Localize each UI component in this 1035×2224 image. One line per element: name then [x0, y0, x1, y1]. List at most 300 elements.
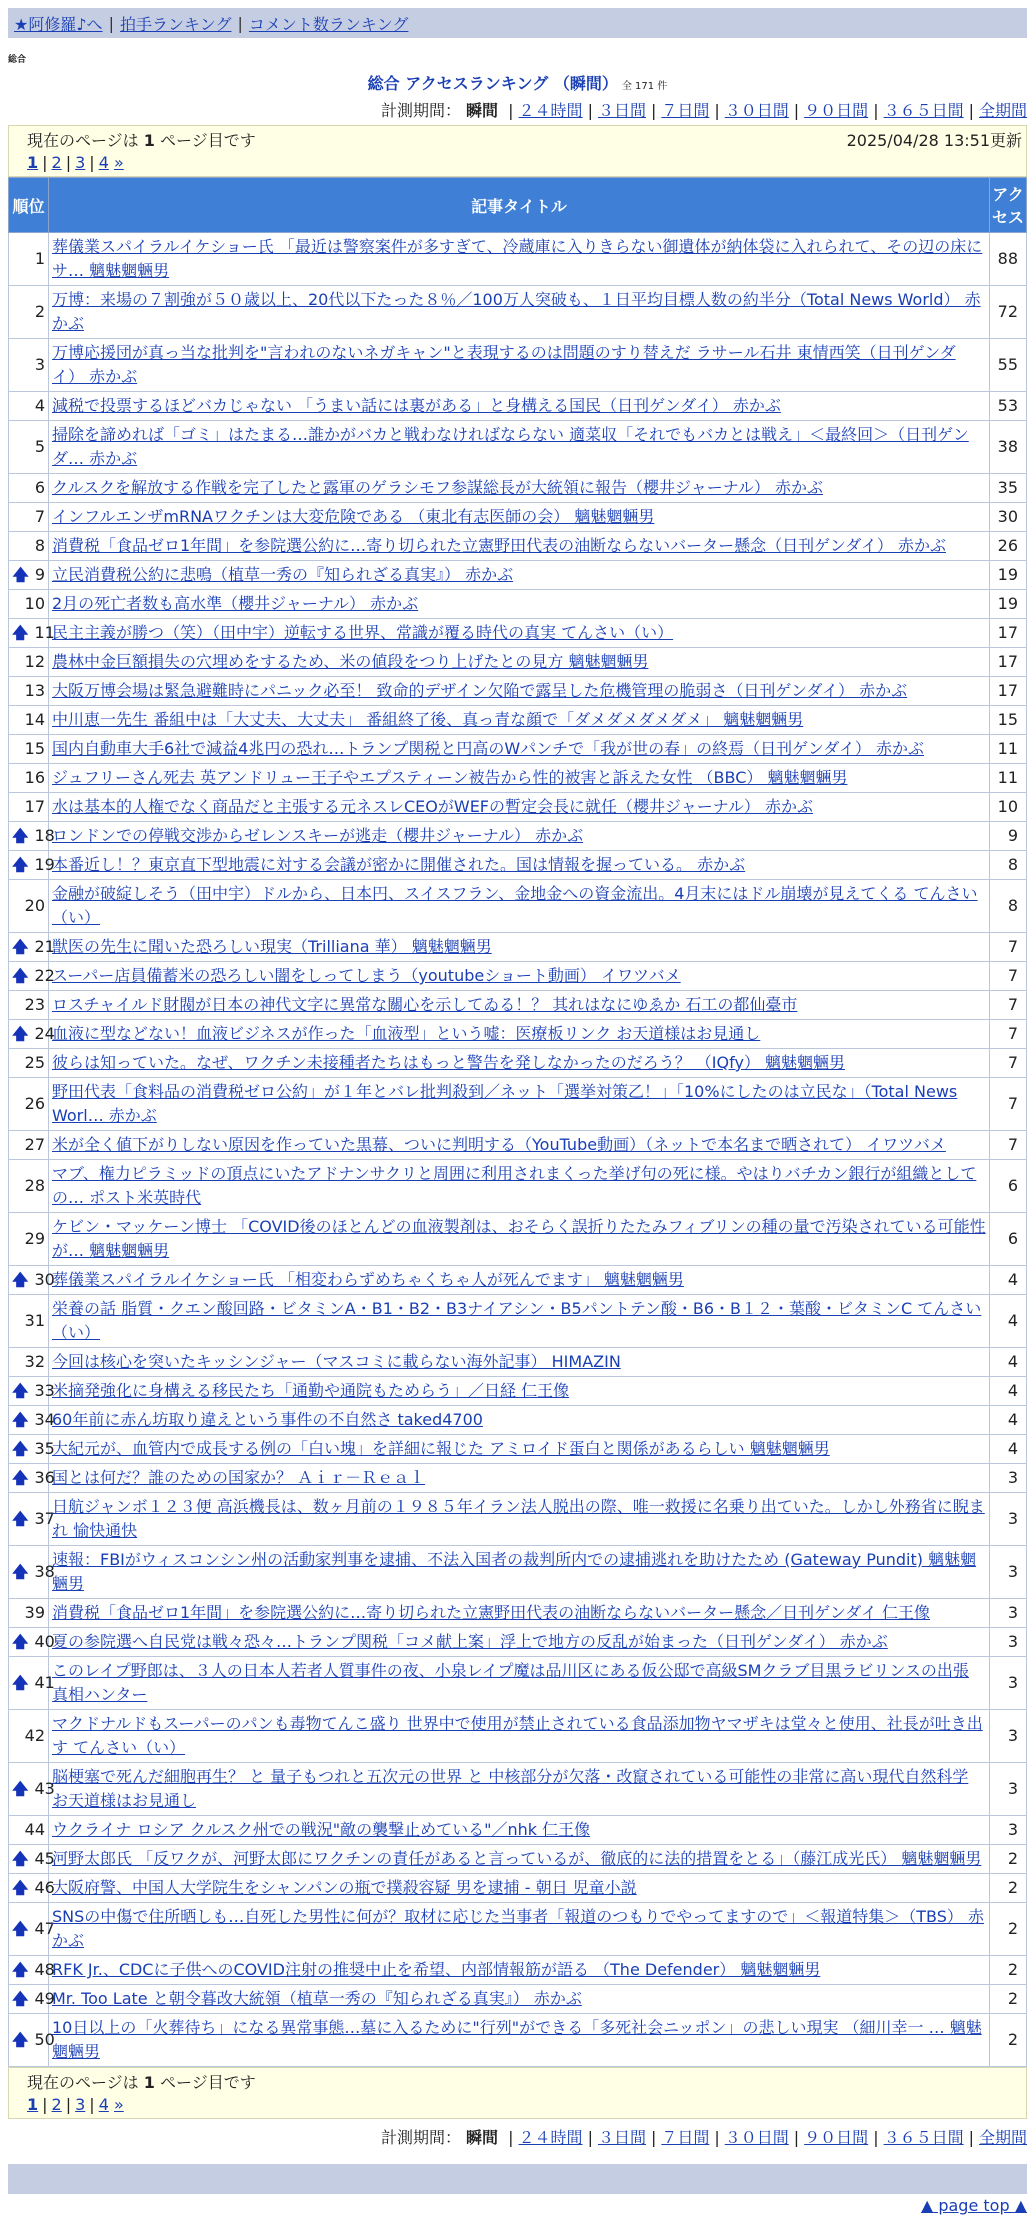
- rank-number: 50: [34, 2030, 55, 2049]
- article-link[interactable]: 水は基本的人権でなく商品だと主張する元ネスレCEOがWEFの暫定会長に就任（櫻井ジャーナル） 赤かぶ: [52, 797, 813, 816]
- page-link[interactable]: 3: [75, 2095, 86, 2114]
- rank-number: 14: [24, 710, 45, 729]
- title-cell: [49, 1348, 990, 1377]
- separator: |: [650, 101, 657, 120]
- separator: |: [237, 13, 243, 33]
- article-link[interactable]: 葬儀業スパイラルイケショー氏 「相変わらずめちゃくちゃ人が死んでます」 魑魅魍魎男: [52, 1270, 684, 1289]
- rank-number: 7: [34, 507, 45, 526]
- title-cell: [49, 706, 990, 735]
- article-link[interactable]: 消費税「食品ゼロ1年間」を参院選公約に…寄り切られた立憲野田代表の油断ならないバーター懸念（日刊ゲンダイ） 赤かぶ: [52, 536, 946, 555]
- title-cell: [49, 1020, 990, 1049]
- ranking-table: [8, 177, 1027, 2067]
- article-link[interactable]: 減税で投票するほどバカじゃない 「うまい話には裏がある」と身構える国民（日刊ゲンダイ） 赤かぶ: [52, 396, 781, 415]
- title-cell: [49, 1406, 990, 1435]
- article-link[interactable]: マブ、権力ピラミッドの頂点にいたアドナンサクリと周囲に利用されまくった挙げ句の死に様。やはりバチカン銀行が組織としての… ポスト米英時代: [52, 1164, 977, 1207]
- rank-number: 42: [24, 1726, 45, 1745]
- rank-number: 44: [24, 1820, 45, 1839]
- table-row: [9, 648, 1027, 677]
- rank-cell: [9, 1874, 55, 1903]
- table-row: [9, 1710, 1027, 1763]
- page-link[interactable]: 1: [27, 153, 39, 172]
- access-count: 4: [990, 1266, 1027, 1295]
- article-link[interactable]: 掃除を諦めれば「ゴミ」はたまる…誰かがバカと戦わなければならない 適菜収「それでもバカとは戦え」＜最終回＞（日刊ゲンダ… 赤かぶ: [52, 425, 969, 468]
- table-row: [9, 590, 1027, 619]
- page-title: [0, 71, 1035, 94]
- title-cell: [49, 764, 990, 793]
- access-count: 7: [990, 962, 1027, 991]
- title-cell: [49, 590, 990, 619]
- article-link[interactable]: 2月の死亡者数も高水準（櫻井ジャーナル） 赤かぶ: [52, 594, 419, 613]
- table-row: [9, 1213, 1027, 1266]
- table-row: [9, 619, 1027, 648]
- rank-number: 4: [34, 396, 45, 415]
- access-count: 26: [990, 532, 1027, 561]
- access-count: 6: [990, 1160, 1027, 1213]
- separator: |: [968, 2128, 974, 2147]
- access-count: 7: [990, 1131, 1027, 1160]
- access-count: 4: [990, 1406, 1027, 1435]
- period-label: 計測期間：: [380, 2128, 461, 2147]
- table-row: [9, 1763, 1027, 1816]
- period-link[interactable]: ３６５日間: [883, 2128, 964, 2147]
- category-label: 総合: [8, 55, 27, 65]
- table-row: [9, 1903, 1027, 1956]
- table-row: [9, 532, 1027, 561]
- access-count: 6: [990, 1213, 1027, 1266]
- article-link[interactable]: ウクライナ ロシア クルスク州での戦況"敵の襲撃止めている"／nhk 仁王像: [52, 1820, 591, 1839]
- page-link[interactable]: 2: [51, 2095, 62, 2114]
- article-link[interactable]: 米摘発強化に身構える移民たち「通勤や通院もためらう」／日経 仁王像: [52, 1381, 570, 1400]
- page-top-area: [8, 2196, 1027, 2215]
- rank-cell: [9, 880, 49, 933]
- rank-number: 2: [34, 302, 45, 321]
- rank-cell: [9, 339, 49, 392]
- title-cell: [49, 1845, 990, 1874]
- article-link[interactable]: このレイプ野郎は、３人の日本人若者人質事件の夜、小泉レイプ魔は品川区にある仮公邸で高級SMクラブ目黒ラビリンスの出張 真相ハンター: [52, 1661, 969, 1704]
- up-arrow-icon: 🡅: [12, 1439, 29, 1458]
- separator: |: [587, 101, 593, 120]
- access-count: 7: [990, 933, 1027, 962]
- article-link[interactable]: 獣医の先生に聞いた恐ろしい現実（Trilliana 華） 魑魅魍魎男: [52, 937, 492, 956]
- rank-number: 12: [24, 652, 45, 671]
- access-count: 17: [990, 648, 1027, 677]
- article-link[interactable]: 河野太郎氏 「反ワクが、河野太郎にワクチンの責任があると言っているが、徹底的に法的措置をとる」（藤江成光氏） 魑魅魍魎男: [52, 1849, 982, 1868]
- rank-number: 19: [34, 855, 55, 874]
- period-link[interactable]: ３日間: [597, 101, 646, 120]
- separator: |: [89, 153, 95, 172]
- rank-cell: [9, 1546, 55, 1599]
- access-count: 2: [990, 1845, 1027, 1874]
- rank-number: 33: [34, 1381, 55, 1400]
- up-arrow-icon: 🡅: [12, 966, 29, 985]
- separator: |: [65, 153, 72, 172]
- rank-cell: [9, 1020, 55, 1049]
- period-link[interactable]: ７日間: [661, 2128, 710, 2147]
- table-row: [9, 764, 1027, 793]
- access-count: 19: [990, 590, 1027, 619]
- article-link[interactable]: 立民消費税公約に悲鳴（植草一秀の『知られざる真実』） 赤かぶ: [52, 565, 514, 584]
- rank-cell: [9, 933, 55, 962]
- access-count: 3: [990, 1816, 1027, 1845]
- period-link[interactable]: ２４時間: [518, 101, 583, 120]
- page-link[interactable]: 4: [98, 153, 109, 172]
- title-cell: [49, 1131, 990, 1160]
- access-count: 8: [990, 880, 1027, 933]
- rank-cell: [9, 2014, 55, 2067]
- page-top-link[interactable]: ▲ page top ▲: [920, 2196, 1027, 2215]
- table-row: [9, 1377, 1027, 1406]
- access-count: 30: [990, 503, 1027, 532]
- title-cell: [49, 1657, 990, 1710]
- up-arrow-icon: 🡅: [12, 1960, 29, 1979]
- title-cell: [49, 677, 990, 706]
- title-cell: [49, 1213, 990, 1266]
- table-row: [9, 561, 1027, 590]
- article-link[interactable]: 葬儀業スパイラルイケショー氏 「最近は警察案件が多すぎて、冷蔵庫に入りきらない御遺体が納体袋に入れられて、その辺の床にサ… 魑魅魍魎男: [52, 237, 983, 280]
- rank-cell: [9, 1213, 49, 1266]
- comment-ranking-link[interactable]: コメント数ランキング: [248, 14, 409, 34]
- col-rank-header: 順位: [9, 178, 49, 233]
- rank-cell: [9, 1406, 55, 1435]
- up-arrow-icon: 🡅: [12, 1562, 29, 1581]
- home-link[interactable]: ★阿修羅♪へ: [14, 14, 103, 34]
- rank-cell: [9, 1266, 55, 1295]
- title-cell: [49, 1816, 990, 1845]
- access-count: 17: [990, 677, 1027, 706]
- article-link[interactable]: 大紀元が、血管内で成長する例の「白い塊」を詳細に報じた アミロイド蛋白と関係があるらしい 魑魅魍魎男: [52, 1439, 830, 1458]
- rank-cell: [9, 233, 49, 286]
- table-row: [9, 1131, 1027, 1160]
- rank-cell: [9, 1377, 55, 1406]
- article-link[interactable]: 消費税「食品ゼロ1年間」を参院選公約に…寄り切られた立憲野田代表の油断ならないバーター懸念／日刊ゲンダイ 仁王像: [52, 1603, 930, 1622]
- table-row: [9, 233, 1027, 286]
- rank-cell: [9, 1903, 55, 1956]
- article-link[interactable]: 万博応援団が真っ当な批判を"言われのないネガキャン"と表現するのは問題のすり替えだ ラサール石井 東情西笑（日刊ゲンダイ） 赤かぶ: [52, 343, 956, 386]
- rank-cell: [9, 392, 49, 421]
- rank-cell: [9, 706, 49, 735]
- rank-cell: [9, 1763, 55, 1816]
- rank-cell: [9, 1160, 49, 1213]
- separator: |: [968, 101, 974, 120]
- rank-number: 41: [34, 1673, 55, 1692]
- title-cell: [49, 991, 990, 1020]
- rank-number: 9: [34, 565, 45, 584]
- period-link[interactable]: 全期間: [978, 2128, 1027, 2147]
- access-count: 10: [990, 793, 1027, 822]
- rank-number: 24: [34, 1024, 55, 1043]
- up-arrow-icon: 🡅: [12, 1779, 29, 1798]
- period-selector-bottom: [8, 2125, 1027, 2148]
- rank-cell: [9, 1049, 49, 1078]
- rank-number: 47: [34, 1919, 55, 1938]
- article-link[interactable]: 大阪万博会場は緊急避難時にパニック必至！ 致命的デザイン欠陥で露呈した危機管理の脆弱さ（日刊ゲンダイ） 赤かぶ: [52, 681, 908, 700]
- page-status-prefix: 現在のページは: [27, 131, 144, 150]
- rank-number: 10: [24, 594, 45, 613]
- rank-number: 23: [24, 995, 45, 1014]
- period-link[interactable]: ２４時間: [518, 2128, 583, 2147]
- period-link[interactable]: ３日間: [597, 2128, 646, 2147]
- rank-cell: [9, 619, 55, 648]
- rank-cell: [9, 1845, 55, 1874]
- title-cell: [49, 648, 990, 677]
- article-link[interactable]: Mr. Too Late と朝令暮改大統領（植草一秀の『知られざる真実』） 赤かぶ: [52, 1989, 582, 2008]
- title-cell: [49, 474, 990, 503]
- article-link[interactable]: 大阪府警、中国人大学院生をシャンパンの瓶で撲殺容疑 男を逮捕 - 朝日 児童小説: [52, 1878, 637, 1897]
- table-header-row: [9, 178, 1027, 233]
- rank-cell: [9, 561, 49, 590]
- rank-number: 39: [24, 1603, 45, 1622]
- separator: |: [65, 2095, 72, 2114]
- up-arrow-icon: 🡅: [12, 826, 29, 845]
- article-link[interactable]: 国内自動車大手6社で減益4兆円の恐れ…トランプ関税と円高のWパンチで「我が世の春」の終焉（日刊ゲンダイ） 赤かぶ: [52, 739, 924, 758]
- title-cell: [49, 1710, 990, 1763]
- up-arrow-icon: 🡅: [12, 1024, 29, 1043]
- up-arrow-icon: 🡅: [12, 1468, 29, 1487]
- article-link[interactable]: 速報：FBIがウィスコンシン州の活動家判事を逮捕、不法入国者の裁判所内での逮捕逃れを助けたため (Gateway Pundit) 魑魅魍魎男: [52, 1550, 977, 1593]
- separator: |: [508, 2128, 514, 2147]
- access-count: 53: [990, 392, 1027, 421]
- rank-cell: [9, 735, 49, 764]
- separator: |: [42, 2095, 48, 2114]
- title-cell: [49, 962, 990, 991]
- rank-number: 36: [34, 1468, 55, 1487]
- article-link[interactable]: 米が全く値下がりしない原因を作っていた黒幕、ついに判明する（YouTube動画）（ネットで本名まで晒されて） イワツバメ: [52, 1135, 946, 1154]
- article-link[interactable]: インフルエンザmRNAワクチンは大変危険である （東北有志医師の会） 魑魅魍魎男: [52, 507, 655, 526]
- article-link[interactable]: 栄養の話 脂質・クエン酸回路・ビタミンA・B1・B2・B3ナイアシン・B5パントテン酸・B6・B１２・葉酸・ビタミンC てんさい（い）: [52, 1299, 982, 1342]
- table-row: [9, 822, 1027, 851]
- table-row: [9, 1985, 1027, 2014]
- rank-number: 27: [24, 1135, 45, 1154]
- title-cell: [49, 851, 990, 880]
- page-status-prefix: 現在のページは: [27, 2073, 144, 2092]
- article-link[interactable]: RFK Jr.、CDCに子供へのCOVID注射の推奨中止を希望、内部情報筋が語る （The Defender） 魑魅魍魎男: [52, 1960, 821, 1979]
- title-cell: [49, 2014, 990, 2067]
- rank-cell: [9, 474, 49, 503]
- article-link[interactable]: 民主主義が勝つ（笑）（田中宇）逆転する世界、常識が覆る時代の真実 てんさい（い）: [52, 623, 674, 642]
- access-count: 3: [990, 1628, 1027, 1657]
- article-link[interactable]: 本番近し！？東京直下型地震に対する会議が密かに開催された。国は情報を握っている。 赤かぶ: [52, 855, 746, 874]
- page-link[interactable]: 3: [75, 153, 86, 172]
- article-link[interactable]: 今回は核心を突いたキッシンジャー（マスコミに載らない海外記事） HIMAZIN: [52, 1352, 621, 1371]
- access-count: 35: [990, 474, 1027, 503]
- up-arrow-icon: 🡅: [12, 1632, 29, 1651]
- access-count: 4: [990, 1377, 1027, 1406]
- next-page-link[interactable]: »: [113, 153, 124, 172]
- article-link[interactable]: 野田代表「食料品の消費税ゼロ公約」が１年とバレ批判殺到／ネット「選挙対策乙！」「10%にしたのは立民な」（Total News Worl… 赤かぶ: [52, 1082, 958, 1125]
- table-row: [9, 421, 1027, 474]
- rank-number: 11: [34, 623, 55, 642]
- rank-cell: [9, 1599, 49, 1628]
- rank-cell: [9, 822, 55, 851]
- article-link[interactable]: クルスクを解放する作戦を完了したと露軍のゲラシモフ参謀総長が大統領に報告（櫻井ジャーナル） 赤かぶ: [52, 478, 824, 497]
- title-cell: [49, 1599, 990, 1628]
- period-link[interactable]: ９０日間: [804, 101, 869, 120]
- article-link[interactable]: 国とは何だ？誰のための国家か？ Ａｉｒ－Ｒｅａｌ: [52, 1468, 426, 1487]
- rank-number: 32: [24, 1352, 45, 1371]
- rank-number: 48: [34, 1960, 55, 1979]
- rank-number: 26: [24, 1094, 45, 1113]
- title-cell: [49, 1435, 990, 1464]
- access-count: 3: [990, 1763, 1027, 1816]
- period-link[interactable]: ７日間: [661, 101, 710, 120]
- article-link[interactable]: 中川恵一先生 番組中は「大丈夫、大丈夫」 番組終了後、真っ青な顔で「ダメダメダメダメ」 魑魅魍魎男: [52, 710, 804, 729]
- rank-cell: [9, 1816, 49, 1845]
- rank-cell: [9, 1985, 55, 2014]
- article-link[interactable]: マクドナルドもスーパーのパンも毒物てんこ盛り 世界中で使用が禁止されている食品添加物ヤマザキは堂々と使用、社長が吐き出す てんさい（い）: [52, 1714, 983, 1757]
- table-row: [9, 286, 1027, 339]
- article-link[interactable]: 脳梗塞で死んだ細胞再生？ と 量子もつれと五次元の世界 と 中核部分が欠落・改竄されている可能性の非常に高い現代自然科学 お天道様はお見通し: [52, 1767, 969, 1810]
- rank-cell: [9, 1348, 49, 1377]
- updated-time: 2025/04/28 13:51更新: [846, 131, 1022, 150]
- article-link[interactable]: 日航ジャンボ１２３便 高浜機長は、数ヶ月前の１９８５年イラン法人脱出の際、唯一救援に名乗り出ていた。しかし外務省に睨まれ 愉快通快: [52, 1497, 985, 1540]
- rank-number: 3: [34, 355, 45, 374]
- title-cell: [49, 1956, 990, 1985]
- article-link[interactable]: 万博：来場の７割強が５０歳以上、20代以下たった８％／100万人突破も、１日平均目標人数の約半分（Total News World） 赤かぶ: [52, 290, 981, 333]
- article-link[interactable]: 農林中金巨額損失の穴埋めをするため、米の値段をつり上げたとの見方 魑魅魍魎男: [52, 652, 649, 671]
- access-count: 3: [990, 1599, 1027, 1628]
- ranking-title: 総合 アクセスランキング （瞬間）: [367, 74, 618, 93]
- article-link[interactable]: 彼らは知っていた。なぜ、ワクチン未接種者たちはもっと警告を発しなかったのだろう？ （IQfy） 魑魅魍魎男: [52, 1053, 846, 1072]
- rank-number: 30: [34, 1270, 55, 1289]
- title-cell: [49, 1078, 990, 1131]
- rank-number: 40: [34, 1632, 55, 1651]
- title-cell: [49, 532, 990, 561]
- period-link[interactable]: ３０日間: [724, 2128, 789, 2147]
- page-link[interactable]: 2: [51, 153, 62, 172]
- separator: |: [42, 153, 48, 172]
- applause-ranking-link[interactable]: 拍手ランキング: [119, 14, 232, 34]
- period-link[interactable]: ９０日間: [804, 2128, 869, 2147]
- rank-number: 20: [24, 896, 45, 915]
- table-row: [9, 1845, 1027, 1874]
- title-cell: [49, 880, 990, 933]
- page-status-num: 1: [143, 131, 155, 150]
- period-link[interactable]: ３０日間: [724, 101, 789, 120]
- access-count: 11: [990, 764, 1027, 793]
- title-cell: [49, 339, 990, 392]
- footer-bar: [8, 2164, 1027, 2194]
- article-link[interactable]: SNSの中傷で住所晒しも…自死した男性に何が？取材に応じた当事者「報道のつもりでやってますので」＜報道特集＞（TBS） 赤かぶ: [52, 1907, 984, 1950]
- rank-cell: [9, 503, 49, 532]
- table-row: [9, 1020, 1027, 1049]
- article-link[interactable]: ロスチャイルド財閥が日本の神代文字に異常な關心を示してゐる！？ 其れはなにゆゑか 石工の都仙臺市: [52, 995, 798, 1014]
- table-row: [9, 1816, 1027, 1845]
- access-count: 4: [990, 1348, 1027, 1377]
- article-link[interactable]: ロンドンでの停戦交渉からゼレンスキーが逃走（櫻井ジャーナル） 赤かぶ: [52, 826, 584, 845]
- article-link[interactable]: スーパー店員備蓄米の恐ろしい闇をしってしまう（youtubeショート動画） イワツバメ: [52, 966, 681, 985]
- article-link[interactable]: ジュフリーさん死去 英アンドリュー王子やエプスティーン被告から性的被害と訴えた女性 （BBC） 魑魅魍魎男: [52, 768, 848, 787]
- article-link[interactable]: 夏の参院選へ自民党は戦々恐々…トランプ関税「コメ献上案」浮上で地方の反乱が始まった（日刊ゲンダイ） 赤かぶ: [52, 1632, 888, 1651]
- table-row: [9, 1266, 1027, 1295]
- table-row: [9, 474, 1027, 503]
- up-arrow-icon: 🡅: [12, 1509, 29, 1528]
- table-row: [9, 1874, 1027, 1903]
- rank-cell: [9, 1435, 55, 1464]
- separator: |: [89, 2095, 95, 2114]
- rank-number: 13: [24, 681, 45, 700]
- access-count: 3: [990, 1546, 1027, 1599]
- period-link[interactable]: 全期間: [978, 101, 1027, 120]
- page-link[interactable]: 4: [98, 2095, 109, 2114]
- rank-cell: [9, 1710, 49, 1763]
- table-row: [9, 392, 1027, 421]
- page-info-bottom: [8, 2067, 1027, 2119]
- next-page-link[interactable]: »: [113, 2095, 124, 2114]
- table-row: [9, 1464, 1027, 1493]
- title-cell: [49, 1160, 990, 1213]
- up-arrow-icon: 🡅: [12, 1673, 29, 1692]
- rank-number: 18: [34, 826, 55, 845]
- article-link[interactable]: ケビン・マッケーン博士 「COVID後のほとんどの血液製剤は、おそらく誤折りたたみフィブリンの種の量で汚染されている可能性が… 魑魅魍魎男: [52, 1217, 986, 1260]
- access-count: 3: [990, 1464, 1027, 1493]
- title-cell: [49, 1266, 990, 1295]
- table-row: [9, 1657, 1027, 1710]
- rank-cell: [9, 1628, 55, 1657]
- period-link[interactable]: ３６５日間: [883, 101, 964, 120]
- article-link[interactable]: 血液に型などない！血液ビジネスが作った「血液型」という嘘：医療板リンク お天道様はお見通し: [52, 1024, 761, 1043]
- access-count: 2: [990, 1985, 1027, 2014]
- article-link[interactable]: 10日以上の「火葬待ち」になる異常事態…墓に入るために"行列"ができる「多死社会ニッポン」の悲しい現実 （細川幸一 … 魑魅魍魎男: [52, 2018, 982, 2061]
- table-row: [9, 991, 1027, 1020]
- period-selector-top: [8, 98, 1027, 121]
- period-current: 瞬間: [466, 101, 499, 120]
- rank-cell: [9, 532, 49, 561]
- rank-cell: [9, 421, 49, 474]
- title-cell: [49, 233, 990, 286]
- title-cell: [49, 1763, 990, 1816]
- table-row: [9, 793, 1027, 822]
- col-title-header: 記事タイトル: [49, 178, 990, 233]
- table-row: [9, 1160, 1027, 1213]
- access-count: 72: [990, 286, 1027, 339]
- title-cell: [49, 1493, 990, 1546]
- rank-cell: [9, 962, 55, 991]
- separator: |: [873, 2128, 879, 2147]
- rank-number: 38: [34, 1562, 55, 1581]
- table-row: [9, 1599, 1027, 1628]
- title-cell: [49, 1377, 990, 1406]
- rank-number: 31: [24, 1311, 45, 1330]
- rank-cell: [9, 1295, 49, 1348]
- up-arrow-icon: 🡅: [12, 623, 29, 642]
- rank-number: 6: [34, 478, 45, 497]
- table-row: [9, 2014, 1027, 2067]
- title-cell: [49, 735, 990, 764]
- rank-cell: [9, 286, 49, 339]
- rank-cell: [9, 677, 49, 706]
- rank-cell: [9, 1464, 55, 1493]
- up-arrow-icon: 🡅: [12, 937, 29, 956]
- access-count: 9: [990, 822, 1027, 851]
- article-link[interactable]: 60年前に赤ん坊取り違えという事件の不自然さ taked4700: [52, 1410, 483, 1429]
- rank-cell: [9, 851, 55, 880]
- separator: |: [714, 2128, 720, 2147]
- access-count: 4: [990, 1435, 1027, 1464]
- table-row: [9, 503, 1027, 532]
- separator: |: [508, 101, 514, 120]
- item-count: 全 171 件: [621, 81, 668, 92]
- access-count: 88: [990, 233, 1027, 286]
- page-link[interactable]: 1: [27, 2095, 39, 2114]
- title-cell: [49, 392, 990, 421]
- rank-number: 1: [34, 249, 45, 268]
- page-status: [27, 2070, 1026, 2093]
- title-cell: [49, 1295, 990, 1348]
- article-link[interactable]: 金融が破綻しそう（田中宇）ドルから、日本円、スイスフラン、金地金への資金流出。4月末にはドル崩壊が見えてくる てんさい（い）: [52, 884, 978, 927]
- access-count: 2: [990, 1903, 1027, 1956]
- period-current: 瞬間: [466, 2128, 499, 2147]
- table-row: [9, 1435, 1027, 1464]
